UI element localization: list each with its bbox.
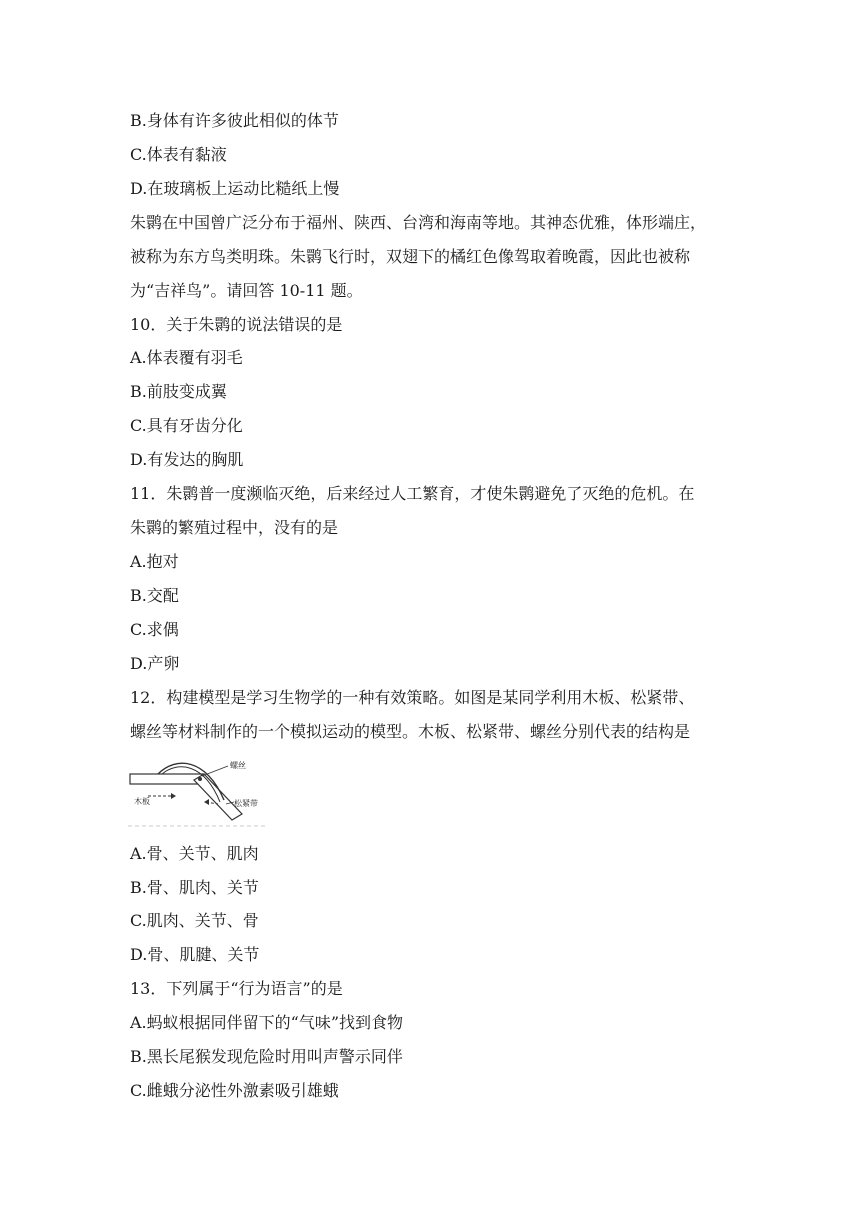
question-12-line-1: 12．构建模型是学习生物学的一种有效策略。如图是某同学利用木板、松紧带、 bbox=[130, 688, 695, 707]
label-band: 松紧带 bbox=[234, 799, 258, 808]
question-11-line-2: 朱鹮的繁殖过程中，没有的是 bbox=[130, 518, 339, 537]
upper-board bbox=[130, 774, 204, 784]
option-12d: D.骨、肌腱、关节 bbox=[130, 945, 260, 964]
question-10: 10．关于朱鹮的说法错误的是 bbox=[130, 315, 343, 334]
question-12-line-2: 螺丝等材料制作的一个模拟运动的模型。木板、松紧带、螺丝分别代表的结构是 bbox=[130, 722, 691, 741]
muscle-joint-model-figure bbox=[128, 752, 270, 830]
passage-line-1: 朱鹮在中国曾广泛分布于福州、陕西、台湾和海南等地。其神态优雅，体形端庄， bbox=[130, 213, 707, 232]
option-11b: B.交配 bbox=[130, 586, 179, 605]
question-13: 13．下列属于“行为语言”的是 bbox=[130, 979, 343, 998]
option-13a: A.蚂蚁根据同伴留下的“气味”找到食物 bbox=[130, 1013, 404, 1032]
option-12c: C.肌肉、关节、骨 bbox=[130, 911, 259, 930]
option-11a: A.抱对 bbox=[130, 552, 179, 571]
option-13c: C.雌蛾分泌性外激素吸引雄蛾 bbox=[130, 1081, 339, 1100]
option-12b: B.骨、肌肉、关节 bbox=[130, 878, 259, 897]
option-11c: C.求偶 bbox=[130, 620, 179, 639]
option-10d: D.有发达的胸肌 bbox=[130, 450, 244, 469]
passage-line-3: 为“吉祥鸟”。请回答 10-11 题。 bbox=[130, 281, 363, 300]
screw bbox=[198, 777, 202, 781]
option-9d: D.在玻璃板上运动比糙纸上慢 bbox=[130, 179, 340, 198]
label-board: 木板 bbox=[134, 797, 150, 806]
option-9c: C.体表有黏液 bbox=[130, 145, 227, 164]
option-10c: C.具有牙齿分化 bbox=[130, 416, 243, 435]
passage-line-2: 被称为东方鸟类明珠。朱鹮飞行时，双翅下的橘红色像驾取着晚霞，因此也被称 bbox=[130, 247, 691, 266]
option-12a: A.骨、关节、肌肉 bbox=[130, 844, 259, 863]
option-10a: A.体表覆有羽毛 bbox=[130, 348, 243, 367]
option-13b: B.黑长尾猴发现危险时用叫声警示同伴 bbox=[130, 1047, 403, 1066]
label-screw: 螺丝 bbox=[230, 761, 246, 770]
question-11-line-1: 11．朱鹮普一度濒临灭绝，后来经过人工繁育，才使朱鹮避免了灭绝的危机。在 bbox=[130, 484, 695, 503]
option-9b: B.身体有许多彼此相似的体节 bbox=[130, 111, 339, 130]
option-10b: B.前肢变成翼 bbox=[130, 382, 227, 401]
option-11d: D.产卵 bbox=[130, 654, 180, 673]
